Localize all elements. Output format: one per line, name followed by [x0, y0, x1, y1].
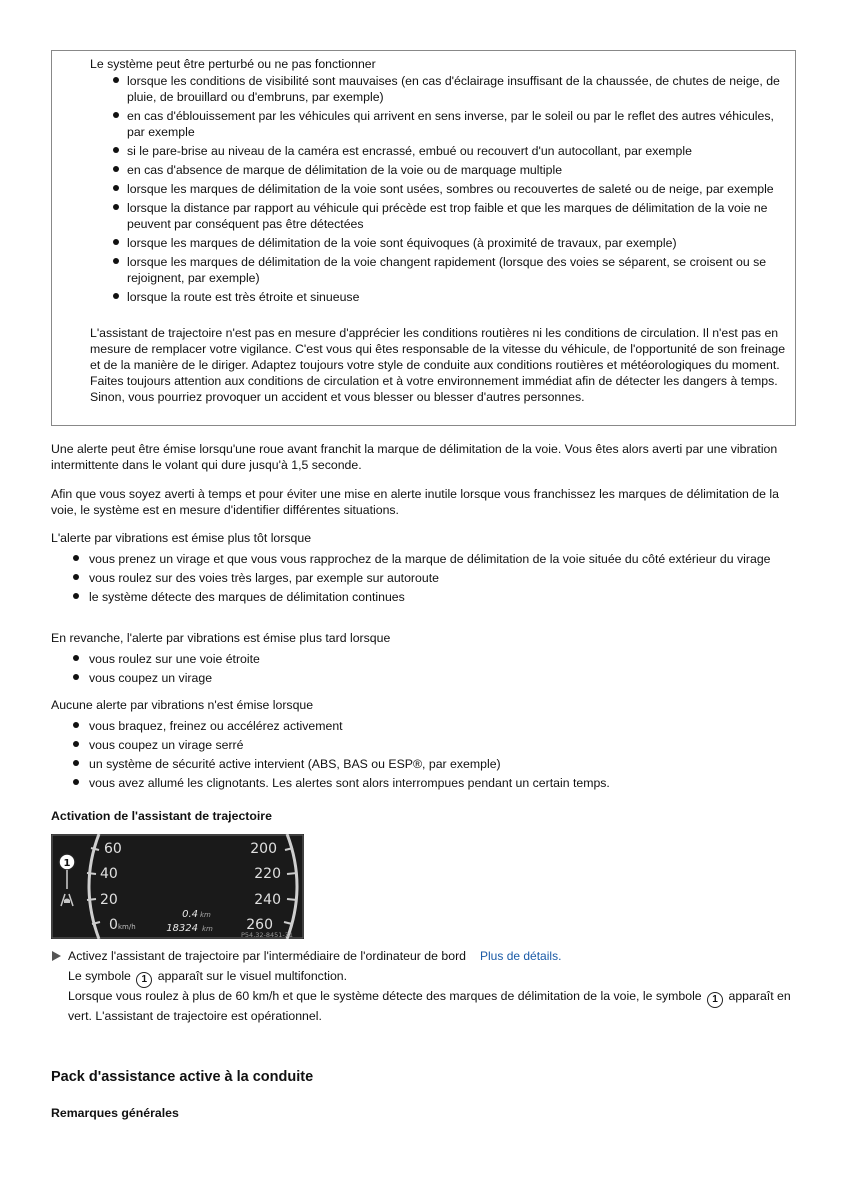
warning-closing: L'assistant de trajectoire n'est pas en mesure d'apprécier les conditions routières ni les conditions de circulation. Il n'est pas en mesure de remplacer votre vigilance. C'est vous qui êtes responsable de la vitesse du véhicule, de l'opportunité de son freinage et de la manière de le diriger. Adaptez toujours votre style de conduite aux conditions routières et météorologiques du moment. Faites toujours attention aux conditions de circulation et à votre environnement immédiat afin de détecter les dangers à temps. Sinon, vous pourriez provoquer un accident et vous blesser ou blesser d'autres personnes. [90, 326, 786, 404]
trip-value: 0.4 [182, 909, 198, 920]
bullet-icon [73, 574, 79, 580]
subsection-title: Remarques générales [51, 1106, 179, 1120]
list-item: vous roulez sur des voies très larges, par exemple sur autoroute [51, 570, 799, 586]
list-item: vous prenez un virage et que vous vous rapprochez de la marque de délimitation de la voie située du côté extérieur du virage [51, 551, 799, 567]
early-list [51, 551, 799, 608]
bullet-icon [73, 555, 79, 561]
list-item: lorsque la distance par rapport au véhicule qui précède est trop faible et que les marques de délimitation de la voie ne peuvent par conséquent pas être détectées [90, 200, 790, 232]
bullet-icon [113, 166, 119, 172]
timing-paragraph: Afin que vous soyez averti à temps et pour éviter une mise en alerte inutile lorsque vous franchissez les marques de délimitation de la voie, le système est en mesure d'identifier différentes situations. [51, 487, 779, 517]
tick-label: 40 [100, 866, 118, 882]
tick-label: 240 [254, 892, 281, 908]
odometer-value: 18324 [166, 923, 198, 934]
bullet-icon [113, 112, 119, 118]
section-title: Pack d'assistance active à la conduite [51, 1069, 314, 1085]
tick-label: 200 [250, 841, 277, 857]
tick-label: 260 [246, 917, 273, 933]
list-item: en cas d'éblouissement par les véhicules qui arrivent en sens inverse, par le soleil ou par le reflet des autres véhicules, par exemple [90, 108, 790, 140]
symbol-sentence-end: apparaît sur le visuel multifonction. [157, 969, 348, 983]
list-item: lorsque les marques de délimitation de la voie changent rapidement (lorsque des voies se séparent, se croisent ou se rejoignent, par exemple) [90, 254, 790, 286]
bullet-icon [73, 722, 79, 728]
list-item: un système de sécurité active intervient (ABS, BAS ou ESP®, par exemple) [51, 756, 799, 772]
callout-number: 1 [63, 858, 71, 869]
tick-mark [287, 873, 297, 874]
action-arrow-icon [52, 951, 61, 961]
tick-mark [87, 899, 96, 900]
bullet-icon [73, 779, 79, 785]
bullet-icon [73, 593, 79, 599]
list-item: vous roulez sur une voie étroite [51, 651, 799, 667]
list-item: le système détecte des marques de délimitation continues [51, 589, 799, 605]
instrument-cluster-image [51, 834, 304, 939]
late-lead: En revanche, l'alerte par vibrations est émise plus tard lorsque [51, 631, 391, 645]
tick-label: 220 [254, 866, 281, 882]
bullet-icon [113, 293, 119, 299]
unit-label: km/h [118, 923, 136, 931]
details-link[interactable]: Plus de détails. [480, 949, 562, 963]
warning-box [51, 50, 796, 426]
bullet-icon [73, 741, 79, 747]
bullet-icon [73, 760, 79, 766]
symbol-sentence-start: Le symbole [68, 969, 131, 983]
bullet-icon [113, 204, 119, 210]
list-item: vous coupez un virage serré [51, 737, 799, 753]
bullet-icon [113, 147, 119, 153]
bullet-icon [113, 185, 119, 191]
list-item: lorsque les marques de délimitation de la voie sont équivoques (à proximité de travaux, par exemple) [90, 235, 790, 251]
list-item: lorsque les conditions de visibilité sont mauvaises (en cas d'éclairage insuffisant de la chaussée, de chutes de neige, de pluie, de brouillard ou d'embruns, par exemple) [90, 73, 790, 105]
activation-heading: Activation de l'assistant de trajectoire [51, 809, 272, 823]
figure-reference: P54.32-8451-31 [241, 931, 294, 939]
list-item: en cas d'absence de marque de délimitation de la voie ou de marquage multiple [90, 162, 790, 178]
tick-mark [287, 899, 297, 900]
tick-label: 0 [109, 917, 118, 933]
lane-keeping-symbol-icon: 1 [136, 972, 152, 988]
tick-label: 20 [100, 892, 118, 908]
list-item: vous coupez un virage [51, 670, 799, 686]
alert-paragraph: Une alerte peut être émise lorsqu'une roue avant franchit la marque de délimitation de la voie. Vous êtes alors averti par une vibration intermittente dans le volant qui dure jusqu'à 1,5 seconde. [51, 442, 778, 472]
bullet-icon [73, 674, 79, 680]
list-item: vous avez allumé les clignotants. Les alertes sont alors interrompues pendant un certain temps. [51, 775, 799, 791]
list-item: vous braquez, freinez ou accélérez activement [51, 718, 799, 734]
tick-mark [87, 873, 96, 874]
bullet-icon [113, 239, 119, 245]
operation-sentence-end: apparaît en vert. L'assistant de trajectoire est opérationnel. [68, 989, 791, 1023]
odometer-unit: km [202, 925, 213, 933]
early-lead: L'alerte par vibrations est émise plus tôt lorsque [51, 531, 312, 545]
instruction-text: Activez l'assistant de trajectoire par l'intermédiaire de l'ordinateur de bord [68, 949, 467, 963]
none-list [51, 718, 799, 794]
bullet-icon [113, 77, 119, 83]
list-item: si le pare-brise au niveau de la caméra est encrassé, embué ou recouvert d'un autocollant, par exemple [90, 143, 790, 159]
bullet-icon [113, 258, 119, 264]
none-lead: Aucune alerte par vibrations n'est émise lorsque [51, 698, 314, 712]
late-list [51, 651, 799, 689]
warning-list [90, 73, 790, 308]
warning-intro: Le système peut être perturbé ou ne pas fonctionner [90, 57, 376, 71]
lane-keeping-symbol-icon: 1 [707, 992, 723, 1008]
operation-sentence-start: Lorsque vous roulez à plus de 60 km/h et que le système détecte des marques de délimitation de la voie, le symbole [68, 989, 702, 1003]
list-item: lorsque la route est très étroite et sinueuse [90, 289, 790, 305]
trip-unit: km [200, 911, 211, 919]
bullet-icon [73, 655, 79, 661]
list-item: lorsque les marques de délimitation de la voie sont usées, sombres ou recouvertes de saleté ou de neige, par exemple [90, 181, 790, 197]
tick-label: 60 [104, 841, 122, 857]
